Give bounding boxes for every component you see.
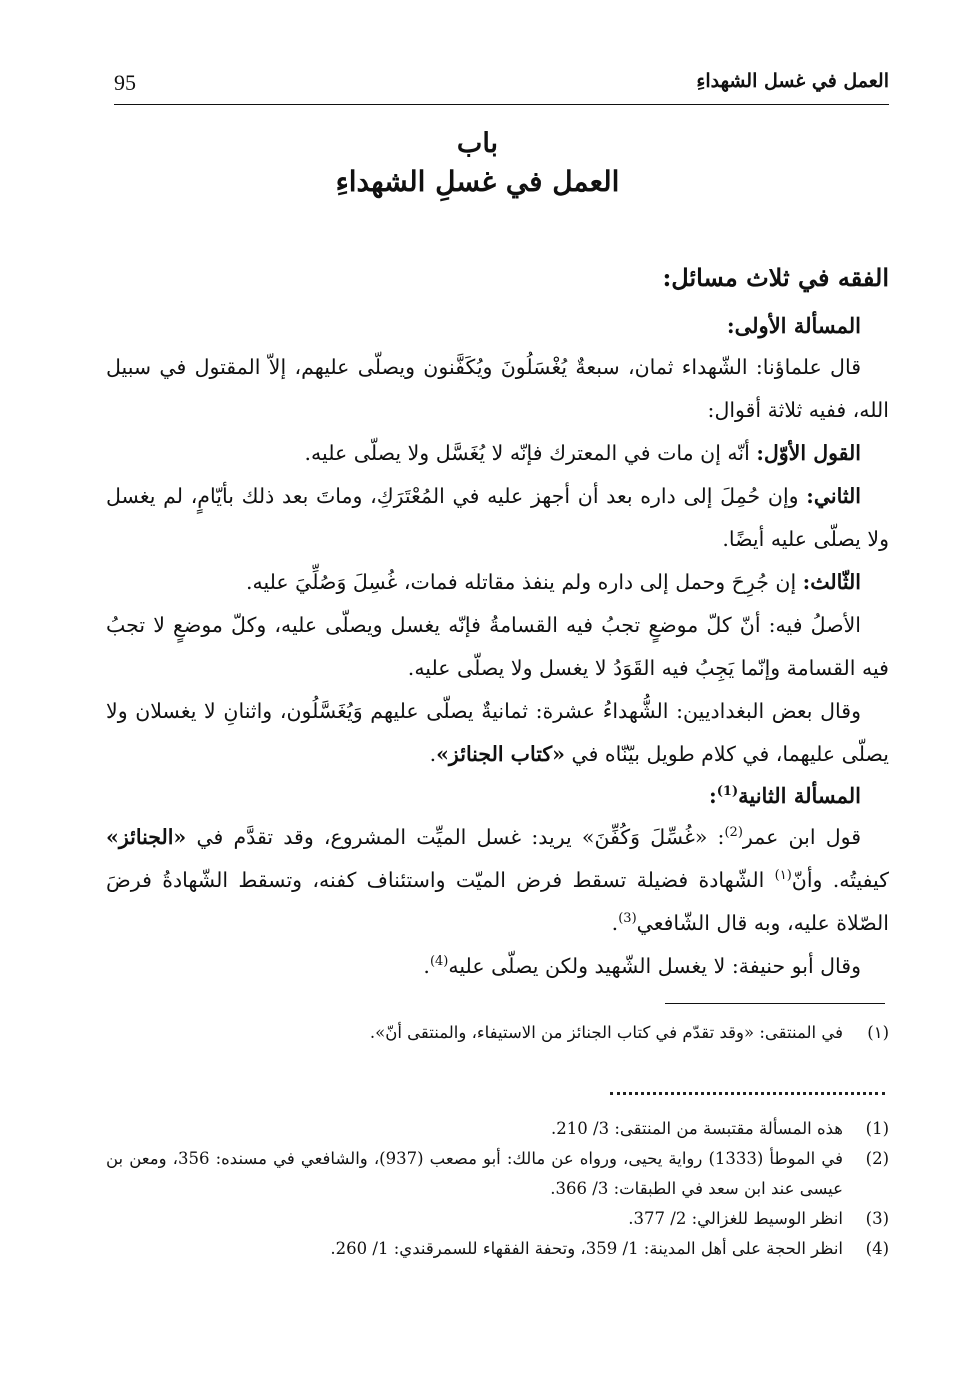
footnote (106, 1234, 889, 1264)
main-text (106, 258, 889, 988)
paragraph-8 (106, 945, 889, 988)
footnote-mark: (2) (724, 825, 743, 841)
footnote-mark: (4) (429, 954, 449, 970)
paragraph-7-text-a: قول ابن عمر (742, 825, 861, 849)
paragraph-3 (106, 475, 889, 561)
paragraph-6 (106, 690, 889, 776)
paragraph-4 (106, 561, 889, 604)
paragraph-2 (106, 432, 889, 475)
paragraph-2-label: القول الأوّل: (756, 441, 861, 465)
footnote (106, 1114, 889, 1144)
chapter-label: باب (456, 128, 499, 159)
paragraph-7-text-b: : «غُسِّلَ وَكُفِّنَ» يريد: غسل الميِّت المشروع، وقد تقدَّم في (186, 825, 725, 849)
page-number: 95 (114, 70, 136, 95)
book-reference: «الجنائز» (106, 825, 187, 849)
issue-1-heading: المسألة الأولى: (726, 313, 861, 338)
footnote-number: (4) (865, 1239, 889, 1258)
running-title: العمل في غسل الشهداءِ (696, 70, 889, 92)
header-rule (114, 104, 889, 105)
footnote (106, 1204, 889, 1234)
footnote (106, 1144, 889, 1204)
paragraph-8-end: . (423, 954, 430, 978)
paragraph-7-text-c: كيفيتُه. وأنّ (791, 868, 889, 892)
book-reference: «كتاب الجنائز» (436, 742, 565, 766)
paragraph-7 (106, 816, 889, 945)
paragraph-5: الأصلُ فيه: أنّ كلّ موضعٍ تجبُ فيه القسامةُ فإنّه يغسل ويصلّى عليه، وكلّ موضعٍ لا تجبُ فيه القسامة وإنّما يَجِبُ فيه القَوَدُ لا يغسل ولا يصلّى عليه. (106, 613, 889, 680)
paragraph-4-text: إن جُرِحَ وحمل إلى داره ولم ينفذ مقاتله فمات، غُسِلَ وَصُلِّيَ عليه. (245, 570, 803, 594)
paragraph-1: قال علماؤنا: الشّهداء ثمان، سبعةٌ يُغْسَلُونَ ويُكَفَّنون ويصلّى عليهم، إلاّ المقتول في سبيل الله، ففيه ثلاثة أقوال: (106, 355, 889, 422)
editor-note-number: (١) (867, 1023, 889, 1042)
footnote-text: هذه المسألة مقتبسة من المنتقى: 3/ 210. (551, 1119, 843, 1138)
issue-2-heading (106, 776, 889, 816)
section-heading: الفقه في ثلاث مسائل: (662, 263, 889, 292)
paragraph-4-label: الثّالث: (802, 570, 861, 594)
issue-2-title: المسألة الثانية (738, 783, 861, 808)
chapter-title: العمل في غسلِ الشهداءِ (335, 165, 620, 198)
footnote-text: انظر الوسيط للغزالي: 2/ 377. (628, 1209, 843, 1228)
footnote-number: (2) (865, 1149, 889, 1168)
footnote-rule (665, 1003, 885, 1004)
footnotes (106, 1114, 889, 1264)
footnote-mark: (1) (716, 784, 739, 799)
footnote-number: (1) (865, 1119, 889, 1138)
paragraph-3-label: الثاني: (806, 484, 861, 508)
running-head (114, 70, 889, 104)
paragraph-3-text: وإن حُمِلَ إلى داره بعد أن أجهز عليه في المُعْتَرَكِ، وماتَ بعد ذلك بأيّامٍ، لم يغسل ولا يصلّى عليه أيضًا. (106, 484, 889, 551)
paragraph-7-end: . (611, 911, 619, 935)
footnote-number: (3) (865, 1209, 889, 1228)
footnote-text: انظر الحجة على أهل المدينة: 1/ 359، وتحفة الفقهاء للسمرقندي: 1/ 260. (330, 1239, 843, 1258)
editor-note-text: في المنتقى: «وقد تقدّم في كتاب الجنائز من الاستيفاء، والمنتقى أنّ». (369, 1023, 843, 1042)
issue-2-colon: : (708, 783, 717, 808)
editor-note (106, 1018, 889, 1048)
dotted-separator (610, 1092, 885, 1095)
editor-note-mark: (١) (774, 868, 792, 884)
footnote-text: في الموطأ (1333) رواية يحيى، ورواه عن مالك: أبو مصعب (937)، والشافعي في مسنده: 356، ومعن بن عيسى عند ابن سعد في الطبقات: 3/ 366. (106, 1149, 844, 1198)
footnote-mark: (3) (618, 911, 637, 927)
paragraph-6-text: وقال بعض البغداديين: الشُّهداءُ عشرة: ثمانيةٌ يصلّى عليهم وَيُغَسَّلُون، واثنانِ لا يغسلان ولا يصلّى عليهما، في كلام طويل بيّنّاه في (106, 699, 889, 766)
paragraph-6-end: . (429, 742, 437, 766)
paragraph-8-text: وقال أبو حنيفة: لا يغسل الشّهيد ولكن يصلّى عليه (448, 954, 861, 978)
paragraph-7-text-d: الشّهادة فضيلة تسقط فرض الميّت واستئناف كفنه، وتسقط الشّهادةُ فرضَ الصّلاة عليه، وبه قال الشّافعي (106, 868, 889, 935)
paragraph-2-text: أنّه إن مات في المعترك فإنّه لا يُغَسَّل ولا يصلّى عليه. (304, 441, 757, 465)
